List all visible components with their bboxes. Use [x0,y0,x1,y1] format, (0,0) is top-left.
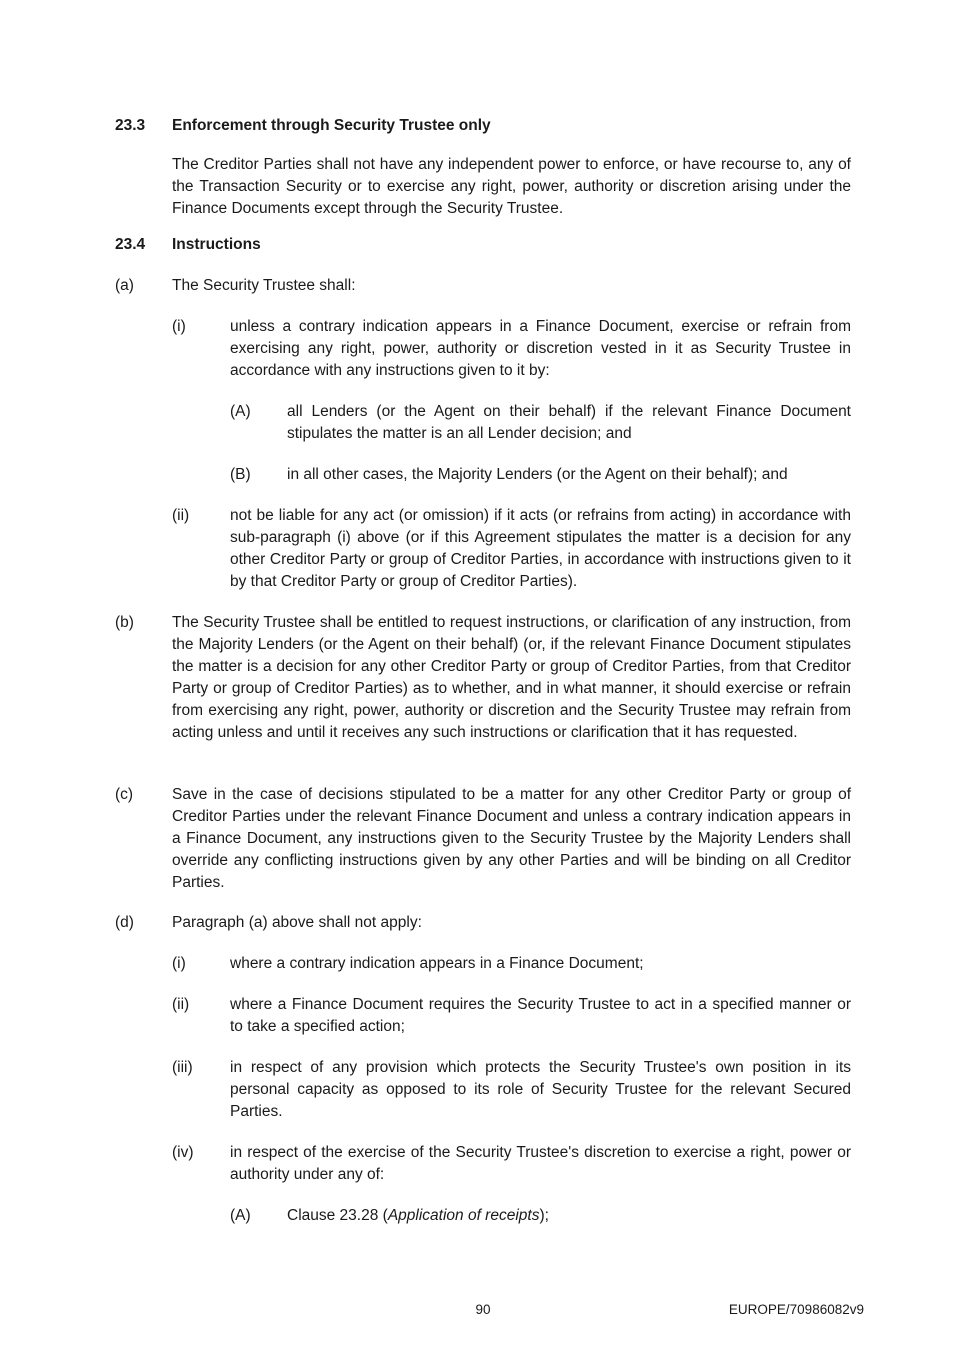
para-text-b: The Security Trustee shall be entitled to request instructions, or clarification of any instruction, from the Majority Lenders (or the Agent on their behalf) (or, if the relevant Finance Document stipulates the matter is a decision for any other Creditor Party or group of Creditor Parties, from that Creditor Party or group of Creditor Parties) as to whether, and in what manner, it should exercise or refrain from exercising any right, power, authority or discretion and the Security Trustee may refrain from acting unless and until it receives any such instructions or clarification that it has requested. [172,614,851,741]
item-text-d-iv-A [287,1205,851,1227]
section-number-23-4: 23.4 [115,236,146,253]
para-text-a: The Security Trustee shall: [172,277,356,294]
clause-reference-suffix: ); [539,1207,549,1224]
para-text-c: Save in the case of decisions stipulated to be a matter for any other Creditor Party or group of Creditor Parties under the relevant Finance Document and unless a contrary indication appears in a Finance Document, any instructions given to the Security Trustee by the Majority Lenders shall override any conflicting instructions given by any other Parties and will be binding on all Creditor Parties. [172,786,851,891]
section-title-23-3: Enforcement through Security Trustee only [172,117,491,134]
subpara-text-a-ii: not be liable for any act (or omission) if it acts (or refrains from acting) in accordance with sub-paragraph (i) above (or if this Agreement stipulates the matter is a decision for any other Creditor Party or group of Creditor Parties, in accordance with instructions given to it by that Creditor Party or group of Creditor Parties). [230,507,851,590]
subpara-label-a-ii: (ii) [172,507,190,524]
subpara-text-d-iv: in respect of the exercise of the Security Trustee's discretion to exercise a right, power or authority under any of: [230,1144,851,1183]
para-label-b: (b) [115,614,134,631]
para-label-d: (d) [115,914,134,931]
subpara-label-d-iii: (iii) [172,1059,193,1076]
subpara-label-d-i: (i) [172,955,186,972]
item-label-d-iv-A: (A) [230,1207,251,1224]
page-number: 90 [475,1302,491,1317]
para-label-c: (c) [115,786,134,803]
section-number-23-3: 23.3 [115,117,146,134]
clause-reference-prefix: Clause 23.28 ( [287,1207,388,1224]
subpara-text-d-ii: where a Finance Document requires the Security Trustee to act in a specified manner or to take a specified action; [230,996,851,1035]
para-text-d: Paragraph (a) above shall not apply: [172,914,422,931]
subpara-text-a-i: unless a contrary indication appears in a Finance Document, exercise or refrain from exercising any right, power, authority or discretion vested in it as Security Trustee in accordance with any instructions given to it by: [230,318,851,379]
subpara-label-a-i: (i) [172,318,186,335]
clause-reference-title: Application of receipts [387,1207,540,1224]
document-reference: EUROPE/70986082v9 [728,1302,864,1317]
subpara-text-d-i: where a contrary indication appears in a Finance Document; [230,955,644,972]
item-label-a-i-A: (A) [230,403,251,420]
subpara-text-d-iii: in respect of any provision which protects the Security Trustee's own position in its personal capacity as opposed to its role of Security Trustee for the relevant Secured Parties. [230,1059,851,1120]
section-body-23-3: The Creditor Parties shall not have any independent power to enforce, or have recourse to, any of the Transaction Security or to exercise any right, power, authority or discretion arising under the Finance Documents except through the Security Trustee. [172,156,851,217]
subpara-label-d-iv: (iv) [172,1144,194,1161]
subpara-label-d-ii: (ii) [172,996,190,1013]
item-text-a-i-B: in all other cases, the Majority Lenders (or the Agent on their behalf); and [287,466,788,483]
para-label-a: (a) [115,277,134,294]
section-title-23-4: Instructions [172,236,261,253]
item-text-a-i-A: all Lenders (or the Agent on their behalf) if the relevant Finance Document stipulates the matter is an all Lender decision; and [287,403,851,442]
item-label-a-i-B: (B) [230,466,251,483]
